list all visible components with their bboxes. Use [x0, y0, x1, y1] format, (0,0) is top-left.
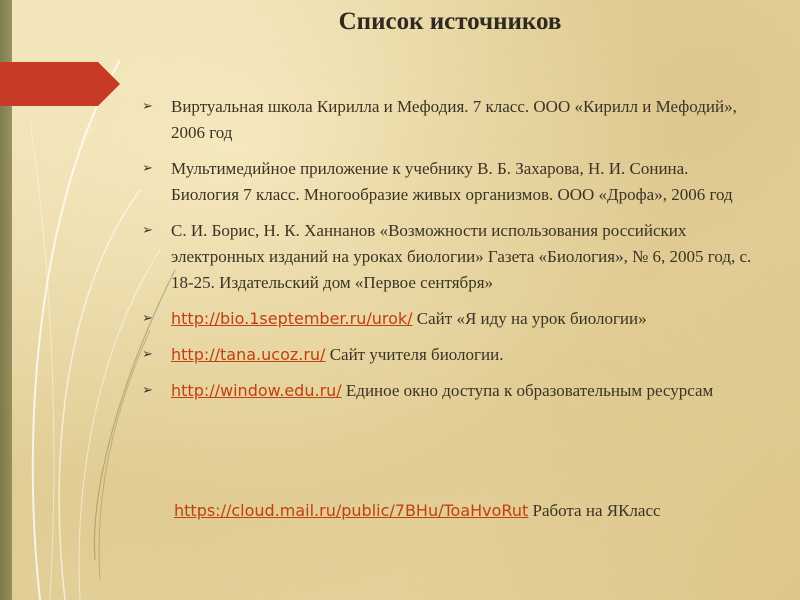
list-item [140, 306, 755, 332]
red-tab-accent [0, 62, 120, 106]
source-text: Виртуальная школа Кирилла и Мефодия. 7 класс. ООО «Кирилл и Мефодий», 2006 год [171, 97, 737, 142]
last-source [104, 498, 744, 524]
source-link[interactable]: http://tana.ucoz.ru/ [171, 345, 326, 364]
list-item [140, 156, 755, 208]
source-text: Сайт «Я иду на урок биологии» [412, 309, 647, 328]
source-text: С. И. Борис, Н. К. Ханнанов «Возможности использования российских электронных изданий на уроках биологии» Газета «Биология», № 6, 2005 год, с. 18-25. Издательский дом «Первое сентября» [171, 221, 752, 292]
arrow-right-outline-icon: ➢ [142, 223, 153, 238]
source-text: Мультимедийное приложение к учебнику В. Б. Захарова, Н. И. Сонина. Биология 7 класс. Многообразие живых организмов. ООО «Дрофа», 2006 год [171, 159, 733, 204]
arrow-right-outline-icon: ➢ [142, 99, 153, 114]
list-item [140, 378, 755, 404]
sources-list [140, 94, 755, 414]
source-link[interactable]: http://bio.1september.ru/urok/ [171, 309, 413, 328]
page-title: Список источников [338, 8, 562, 35]
arrow-right-outline-icon: ➢ [142, 347, 153, 362]
source-text: Единое окно доступа к образовательным ресурсам [341, 381, 714, 400]
list-item [140, 94, 755, 146]
list-item [140, 218, 755, 296]
cloud-link[interactable]: https://cloud.mail.ru/public/7BHu/ToaHvoRut [174, 501, 529, 520]
source-text: Сайт учителя биологии. [325, 345, 504, 364]
list-item [140, 342, 755, 368]
arrow-right-outline-icon: ➢ [142, 383, 153, 398]
arrow-right-outline-icon: ➢ [142, 161, 153, 176]
source-text: Работа на ЯКласс [528, 501, 661, 520]
arrow-right-outline-icon: ➢ [142, 311, 153, 326]
source-link[interactable]: http://window.edu.ru/ [171, 381, 342, 400]
